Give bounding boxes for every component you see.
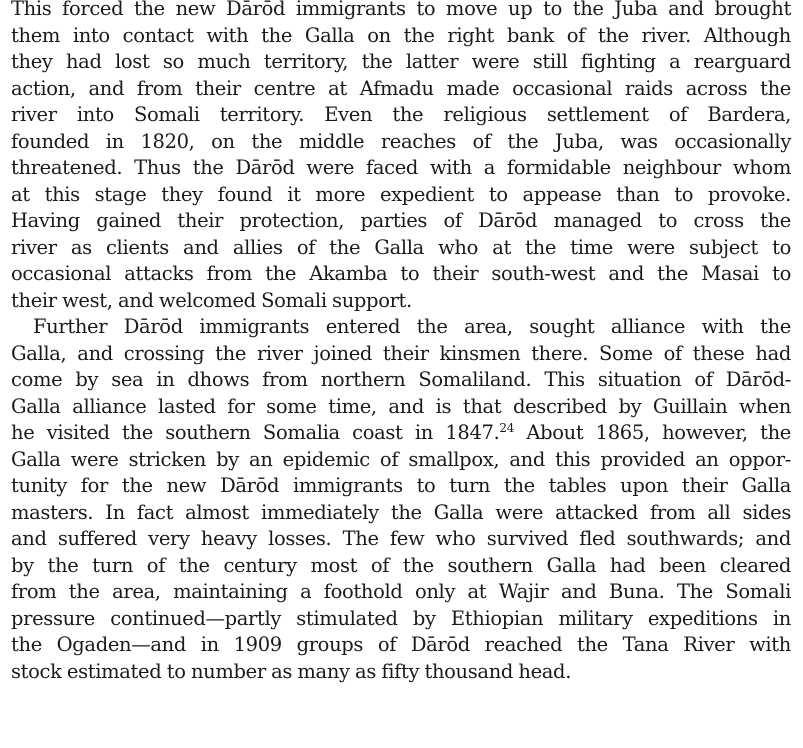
paragraph-1	[11, 0, 791, 314]
text-line: action, and from their centre at Afmadu made occasional raids across the	[11, 76, 791, 100]
text-line: Further Dārōd immigrants entered the area, sought alliance with the	[33, 315, 791, 338]
text-line: river as clients and allies of the Galla who at the time were subject to	[11, 235, 791, 259]
text-line: masters. In fact almost immediately the Galla were attacked from all sides	[11, 500, 791, 524]
text-line: them into contact with the Galla on the right bank of the river. Although	[11, 23, 791, 47]
text-line: they had lost so much territory, the latter were still fighting a rearguard	[11, 50, 791, 73]
text-line: threatened. Thus the Dārōd were faced with a formidable neighbour whom	[11, 156, 791, 179]
text-line: stock estimated to number as many as fifty thousand head.	[11, 659, 572, 683]
text-line: occasional attacks from the Akamba to their south-west and the Masai to	[11, 262, 791, 285]
footnote-marker[interactable]: 24	[499, 421, 514, 435]
text-line: Galla alliance lasted for some time, and is that described by Guillain when	[11, 394, 791, 418]
text-line: come by sea in dhows from northern Somaliland. This situation of Dārōd-	[11, 368, 791, 391]
text-line: pressure continued—partly stimulated by Ethiopian military expeditions in	[11, 606, 791, 630]
text-line: at this stage they found it more expedient to appease than to provoke.	[11, 182, 791, 206]
text-line: and suffered very heavy losses. The few who survived fled southwards; and	[11, 527, 791, 550]
body-text	[11, 0, 791, 685]
paragraph-2	[11, 314, 791, 685]
text-segment: he visited the southern Somalia coast in 1847.	[11, 421, 500, 444]
text-line: the Ogaden—and in 1909 groups of Dārōd reached the Tana River with	[11, 633, 791, 656]
text-line: Galla, and crossing the river joined their kinsmen there. Some of these had	[11, 341, 791, 365]
text-line: their west, and welcomed Somali support.	[11, 288, 412, 312]
text-line: by the turn of the century most of the southern Galla had been cleared	[11, 553, 791, 577]
text-line: This forced the new Dārōd immigrants to move up to the Juba and brought	[11, 0, 791, 20]
text-segment: About 1865, however, the	[514, 421, 791, 444]
text-line: founded in 1820, on the middle reaches of the Juba, was occasionally	[11, 129, 791, 153]
text-line: from the area, maintaining a foothold only at Wajir and Buna. The Somali	[11, 580, 791, 603]
text-line-with-footnote	[11, 420, 791, 447]
text-line: river into Somali territory. Even the religious settlement of Bardera,	[11, 103, 791, 126]
text-line: Galla were stricken by an epidemic of smallpox, and this provided an oppor-	[11, 447, 791, 471]
text-line: tunity for the new Dārōd immigrants to turn the tables upon their Galla	[11, 474, 791, 497]
text-line: Having gained their protection, parties of Dārōd managed to cross the	[11, 209, 791, 232]
